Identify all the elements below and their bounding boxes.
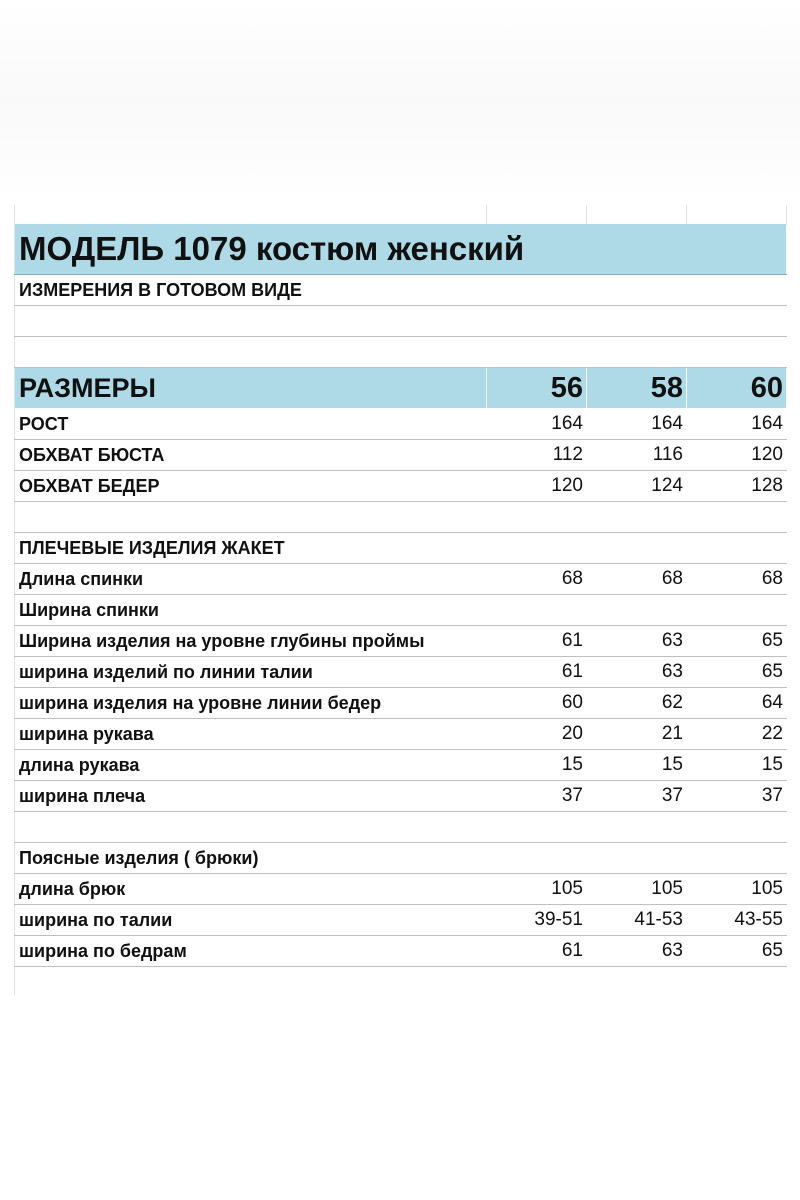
value-cell-size-56 <box>487 502 587 533</box>
row-label: ширина изделий по линии талии <box>15 657 487 688</box>
empty-row <box>15 337 787 368</box>
value-cell-size-60: 65 <box>687 936 787 967</box>
subtitle-row <box>15 275 787 306</box>
section-subtitle: ИЗМЕРЕНИЯ В ГОТОВОМ ВИДЕ <box>15 275 487 306</box>
value-cell-size-60: 120 <box>687 440 787 471</box>
value-cell-size-56: 20 <box>487 719 587 750</box>
size-56: 56 <box>487 368 587 409</box>
value-cell-size-56: 120 <box>487 471 587 502</box>
value-cell-size-60: 37 <box>687 781 787 812</box>
row-label <box>15 812 487 843</box>
value-cell-size-60 <box>687 595 787 626</box>
cell[interactable] <box>587 306 687 337</box>
table-row <box>15 812 787 843</box>
value-cell-size-56: 164 <box>487 409 587 440</box>
value-cell-size-60: 164 <box>687 409 787 440</box>
value-cell-size-56: 61 <box>487 657 587 688</box>
grid-line <box>686 205 687 225</box>
value-cell-size-56: 37 <box>487 781 587 812</box>
value-cell-size-58: 37 <box>587 781 687 812</box>
value-cell-size-58: 62 <box>587 688 687 719</box>
value-cell-size-56 <box>487 533 587 564</box>
table-row <box>15 874 787 905</box>
value-cell-size-56 <box>487 843 587 874</box>
value-cell-size-60: 105 <box>687 874 787 905</box>
table-row <box>15 843 787 874</box>
row-label: Поясные изделия ( брюки) <box>15 843 487 874</box>
value-cell-size-58: 116 <box>587 440 687 471</box>
table-row <box>15 750 787 781</box>
row-label: ширина изделия на уровне линии бедер <box>15 688 487 719</box>
row-label: ширина рукава <box>15 719 487 750</box>
cell[interactable] <box>487 306 587 337</box>
value-cell-size-58: 21 <box>587 719 687 750</box>
value-cell-size-58: 63 <box>587 936 687 967</box>
table-row <box>15 564 787 595</box>
value-cell-size-58: 63 <box>587 626 687 657</box>
value-cell-size-58: 68 <box>587 564 687 595</box>
value-cell-size-58 <box>587 812 687 843</box>
sizes-header-row <box>15 368 787 409</box>
value-cell-size-58 <box>587 843 687 874</box>
grid-line <box>786 205 787 225</box>
row-label: длина брюк <box>15 874 487 905</box>
table-row <box>15 657 787 688</box>
row-label <box>15 502 487 533</box>
cell[interactable] <box>687 306 787 337</box>
cell[interactable] <box>587 275 687 306</box>
value-cell-size-56: 60 <box>487 688 587 719</box>
table-row <box>15 688 787 719</box>
value-cell-size-58: 41-53 <box>587 905 687 936</box>
row-label: РОСТ <box>15 409 487 440</box>
value-cell-size-56: 15 <box>487 750 587 781</box>
value-cell-size-60 <box>687 502 787 533</box>
sizes-label: РАЗМЕРЫ <box>15 368 487 409</box>
value-cell-size-56 <box>487 595 587 626</box>
cell[interactable] <box>487 337 587 368</box>
value-cell-size-60: 65 <box>687 657 787 688</box>
value-cell-size-60: 64 <box>687 688 787 719</box>
value-cell-size-60: 65 <box>687 626 787 657</box>
value-cell-size-60: 22 <box>687 719 787 750</box>
table-row <box>15 936 787 967</box>
value-cell-size-58 <box>587 533 687 564</box>
value-cell-size-56: 61 <box>487 936 587 967</box>
table-row <box>15 719 787 750</box>
row-label: Ширина изделия на уровне глубины проймы <box>15 626 487 657</box>
empty-row <box>15 306 787 337</box>
row-label: ширина по талии <box>15 905 487 936</box>
size-60: 60 <box>687 368 787 409</box>
row-label: ПЛЕЧЕВЫЕ ИЗДЕЛИЯ ЖАКЕТ <box>15 533 487 564</box>
cell[interactable] <box>587 337 687 368</box>
value-cell-size-60 <box>687 843 787 874</box>
cell[interactable] <box>15 306 487 337</box>
value-cell-size-58: 63 <box>587 657 687 688</box>
grid-line <box>486 205 487 225</box>
value-cell-size-60: 43-55 <box>687 905 787 936</box>
table-row <box>15 626 787 657</box>
cell[interactable] <box>487 275 587 306</box>
value-cell-size-58 <box>587 502 687 533</box>
cell[interactable] <box>687 337 787 368</box>
table-row <box>15 781 787 812</box>
value-cell-size-58: 105 <box>587 874 687 905</box>
size-chart-table <box>14 223 787 967</box>
value-cell-size-56: 39-51 <box>487 905 587 936</box>
value-cell-size-56: 61 <box>487 626 587 657</box>
value-cell-size-60: 128 <box>687 471 787 502</box>
table-row <box>15 471 787 502</box>
cell[interactable] <box>687 275 787 306</box>
row-label: Ширина спинки <box>15 595 487 626</box>
title-row <box>15 224 787 275</box>
row-label: длина рукава <box>15 750 487 781</box>
value-cell-size-58: 164 <box>587 409 687 440</box>
row-label: ОБХВАТ БЮСТА <box>15 440 487 471</box>
value-cell-size-60: 15 <box>687 750 787 781</box>
table-row <box>15 533 787 564</box>
value-cell-size-56: 112 <box>487 440 587 471</box>
size-58: 58 <box>587 368 687 409</box>
value-cell-size-56 <box>487 812 587 843</box>
row-label: Длина спинки <box>15 564 487 595</box>
value-cell-size-58: 124 <box>587 471 687 502</box>
value-cell-size-60 <box>687 533 787 564</box>
value-cell-size-58 <box>587 595 687 626</box>
table-row <box>15 595 787 626</box>
value-cell-size-58: 15 <box>587 750 687 781</box>
row-label: ширина плеча <box>15 781 487 812</box>
row-label: ОБХВАТ БЕДЕР <box>15 471 487 502</box>
table-row <box>15 905 787 936</box>
table-row <box>15 409 787 440</box>
grid-line <box>586 205 587 225</box>
value-cell-size-60: 68 <box>687 564 787 595</box>
cell[interactable] <box>15 337 487 368</box>
value-cell-size-60 <box>687 812 787 843</box>
page-title: МОДЕЛЬ 1079 костюм женский <box>15 224 787 275</box>
table-row <box>15 502 787 533</box>
value-cell-size-56: 105 <box>487 874 587 905</box>
table-row <box>15 440 787 471</box>
row-label: ширина по бедрам <box>15 936 487 967</box>
value-cell-size-56: 68 <box>487 564 587 595</box>
